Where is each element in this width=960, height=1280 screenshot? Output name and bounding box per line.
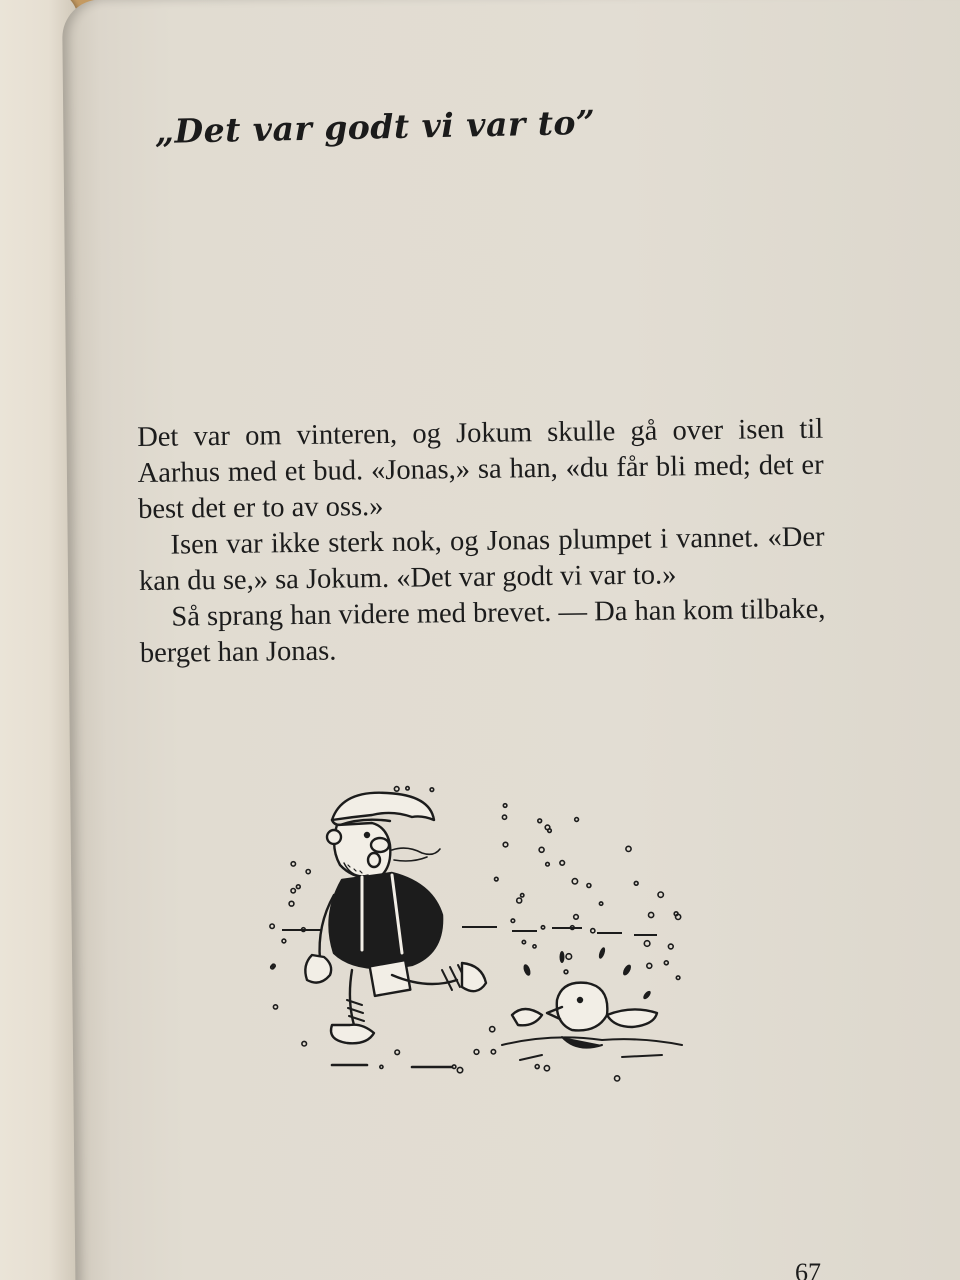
snowflake — [282, 939, 286, 943]
snowflake — [615, 1076, 620, 1081]
snowflake — [517, 898, 522, 903]
paragraph-2: Isen var ikke sterk nok, og Jonas plumpet i vannet. «Der kan du se,» sa Jokum. «Det var godt vi var to.» — [138, 521, 825, 597]
snowflake — [626, 846, 631, 851]
snowflake — [649, 912, 654, 917]
story-text — [137, 412, 826, 672]
snowflake — [541, 926, 544, 929]
snowflake — [535, 1065, 539, 1069]
snowflake — [296, 885, 300, 889]
snowflake — [302, 1041, 307, 1046]
snowflake — [546, 862, 550, 866]
paragraph-3: Så sprang han videre med brevet. — Da han kom tilbake, berget han Jonas. — [139, 593, 826, 669]
snowflake — [664, 961, 668, 965]
snowflake — [538, 819, 542, 823]
snowflake — [533, 945, 536, 948]
snowflake — [495, 877, 499, 881]
snowflake — [291, 862, 295, 866]
jonas-figure — [502, 983, 682, 1060]
snowflake — [430, 788, 434, 792]
snowflake — [658, 892, 663, 897]
snowflake — [566, 954, 572, 960]
snowflake — [502, 815, 506, 819]
snowflake — [591, 929, 595, 933]
snowflake — [289, 901, 294, 906]
snowflake — [564, 970, 568, 974]
snowflake — [644, 941, 650, 947]
snowflake — [270, 924, 274, 928]
snowflake — [560, 861, 565, 866]
snowflake — [395, 1050, 400, 1055]
snowflake — [522, 940, 525, 943]
snowflake — [503, 804, 507, 808]
snowflake — [634, 881, 638, 885]
snowflake — [380, 1065, 383, 1068]
snowflake — [575, 818, 579, 822]
snowflake — [647, 963, 652, 968]
snowflake — [544, 1066, 549, 1071]
story-title: „Det var godt vi var to” — [154, 102, 596, 151]
paragraph-1: Det var om vinteren, og Jokum skulle gå over isen til Aarhus med et bud. «Jonas,» sa han, «du får bli med; det er best det er to av oss.» — [137, 413, 824, 525]
snowflake — [539, 847, 544, 852]
snowflake — [599, 902, 602, 905]
snowflake — [676, 976, 680, 980]
snowflake — [490, 1027, 495, 1032]
snowflake — [394, 787, 399, 792]
snowflake — [273, 1005, 277, 1009]
snowflake — [503, 842, 508, 847]
snowflake — [572, 879, 577, 884]
snowflake — [676, 914, 681, 919]
jokum-figure — [305, 793, 486, 1067]
page-number: 67 — [795, 1258, 821, 1280]
snowflake — [548, 829, 552, 833]
snowflake — [521, 894, 524, 897]
snowflake — [511, 919, 515, 923]
snowflake — [474, 1050, 479, 1055]
snowflake — [406, 787, 409, 790]
illustration-jokum-and-jonas — [262, 775, 692, 1095]
snowflake — [587, 884, 591, 888]
snowflake — [457, 1067, 462, 1072]
snowflake — [306, 870, 310, 874]
snowflake — [574, 915, 579, 920]
snowflake — [491, 1050, 495, 1054]
snowflake — [291, 889, 295, 893]
snowflake — [668, 944, 673, 949]
